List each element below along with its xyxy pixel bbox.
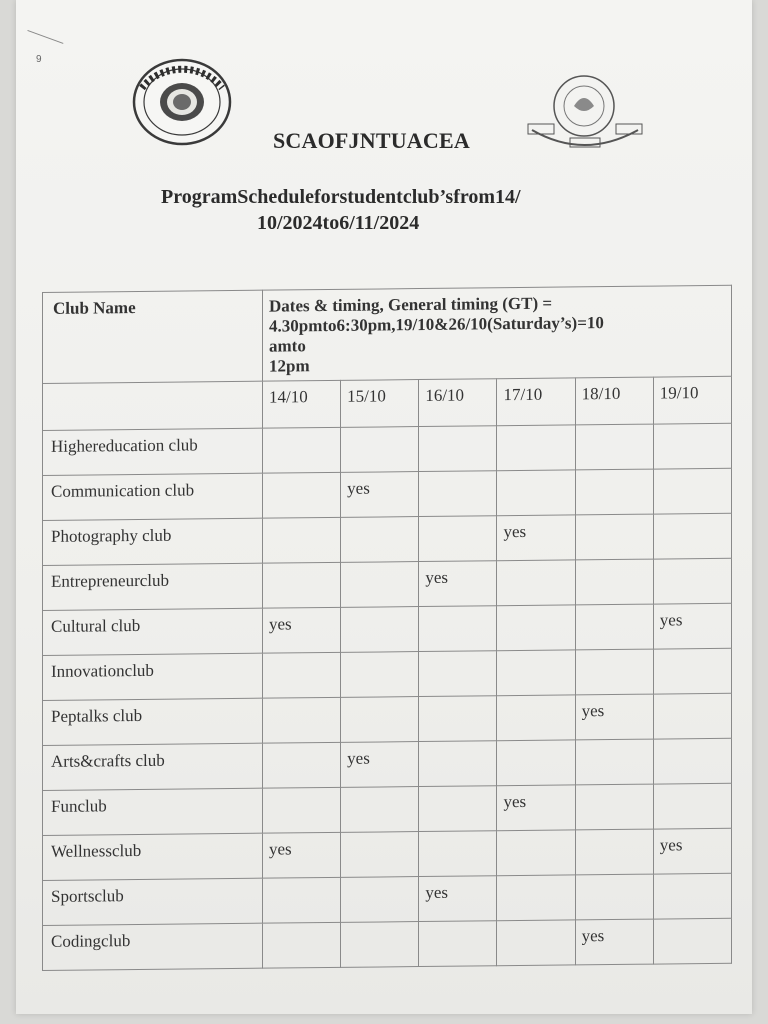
schedule-cell xyxy=(653,648,731,694)
page-mark: 9 xyxy=(36,54,42,65)
schedule-cell xyxy=(575,514,653,560)
schedule-cell xyxy=(341,697,419,743)
schedule-cell xyxy=(653,693,731,739)
dates-row xyxy=(43,376,732,430)
schedule-cell xyxy=(497,425,575,471)
timing-header xyxy=(263,285,732,381)
schedule-cell xyxy=(341,652,419,698)
schedule-cell xyxy=(497,470,575,516)
timing-header-line: Dates & timing, General timing (GT) = xyxy=(269,293,553,316)
table-row xyxy=(43,603,732,655)
schedule-cell xyxy=(341,787,419,833)
club-name-cell: Sportsclub xyxy=(43,878,263,925)
club-name-cell: Arts&crafts club xyxy=(43,743,263,790)
schedule-cell xyxy=(263,517,341,563)
table-row xyxy=(43,648,732,700)
table-row xyxy=(43,558,732,610)
schedule-cell xyxy=(575,469,653,515)
club-rows xyxy=(43,423,732,970)
schedule-cell xyxy=(575,649,653,695)
pen-mark xyxy=(23,30,64,57)
schedule-cell xyxy=(653,558,731,604)
schedule-title-line1: ProgramScheduleforstudentclub’sfrom14/ xyxy=(161,186,521,208)
schedule-cell xyxy=(497,740,575,786)
schedule-cell xyxy=(419,471,497,517)
table-row xyxy=(43,423,732,475)
club-name-cell: Innovationclub xyxy=(43,653,263,700)
date-header: 15/10 xyxy=(341,380,419,428)
schedule-cell: yes xyxy=(419,876,497,922)
date-header: 16/10 xyxy=(419,379,497,427)
schedule-cell xyxy=(653,738,731,784)
schedule-cell: yes xyxy=(653,828,731,874)
club-name-cell: Peptalks club xyxy=(43,698,263,745)
schedule-cell xyxy=(341,607,419,653)
date-header: 14/10 xyxy=(263,380,341,428)
date-header: 18/10 xyxy=(575,377,653,425)
schedule-cell xyxy=(497,875,575,921)
schedule-cell xyxy=(497,920,575,966)
table-row xyxy=(43,828,732,880)
schedule-cell xyxy=(653,918,731,964)
schedule-cell: yes xyxy=(497,785,575,831)
empty-cell xyxy=(43,381,263,430)
schedule-cell xyxy=(263,472,341,518)
schedule-cell xyxy=(341,517,419,563)
timing-header-line: 12pm xyxy=(269,356,310,376)
schedule-cell xyxy=(263,562,341,608)
date-header: 17/10 xyxy=(497,378,575,426)
schedule-cell xyxy=(497,830,575,876)
schedule-cell: yes xyxy=(497,515,575,561)
sca-seal-logo xyxy=(132,58,232,146)
club-name-header: Club Name xyxy=(43,290,263,383)
schedule-cell xyxy=(263,427,341,473)
schedule-cell xyxy=(419,426,497,472)
club-name-cell: Wellnessclub xyxy=(43,833,263,880)
schedule-title-line2: 10/2024to6/11/2024 xyxy=(257,212,420,234)
club-name-cell: Photography club xyxy=(43,518,263,565)
schedule-cell xyxy=(341,562,419,608)
schedule-cell: yes xyxy=(575,694,653,740)
schedule-cell: yes xyxy=(263,832,341,878)
schedule-cell: yes xyxy=(575,919,653,965)
table-row xyxy=(43,513,732,565)
schedule-cell xyxy=(341,832,419,878)
schedule-cell xyxy=(419,696,497,742)
schedule-cell xyxy=(497,560,575,606)
schedule-cell xyxy=(419,921,497,967)
schedule-cell xyxy=(575,739,653,785)
schedule-cell: yes xyxy=(341,742,419,788)
schedule-cell xyxy=(263,877,341,923)
schedule-cell xyxy=(419,651,497,697)
table-header-row xyxy=(43,285,732,383)
club-name-cell: Highereducation club xyxy=(43,428,263,475)
club-name-cell: Codingclub xyxy=(43,923,263,970)
schedule-cell xyxy=(653,513,731,559)
club-name-cell: Communication club xyxy=(43,473,263,520)
schedule-cell xyxy=(263,742,341,788)
table-row xyxy=(43,873,732,925)
schedule-cell xyxy=(341,922,419,968)
schedule-cell: yes xyxy=(653,603,731,649)
schedule-cell: yes xyxy=(341,472,419,518)
schedule-title xyxy=(116,184,656,236)
schedule-cell xyxy=(341,427,419,473)
schedule-cell xyxy=(419,516,497,562)
club-name-cell: Entrepreneurclub xyxy=(43,563,263,610)
schedule-cell xyxy=(419,786,497,832)
schedule-cell xyxy=(497,650,575,696)
schedule-cell: yes xyxy=(263,607,341,653)
schedule-cell xyxy=(263,922,341,968)
schedule-cell xyxy=(575,784,653,830)
club-name-cell: Funclub xyxy=(43,788,263,835)
date-header: 19/10 xyxy=(653,376,731,424)
timing-header-line: 4.30pmto6:30pm,19/10&26/10(Saturday’s)=10 xyxy=(269,313,604,336)
schedule-cell xyxy=(653,423,731,469)
schedule-cell xyxy=(419,741,497,787)
table-row xyxy=(43,468,732,520)
schedule-cell xyxy=(653,873,731,919)
college-emblem-logo xyxy=(526,70,644,156)
schedule-cell xyxy=(263,652,341,698)
club-name-cell: Cultural club xyxy=(43,608,263,655)
schedule-cell xyxy=(341,877,419,923)
schedule-cell xyxy=(653,783,731,829)
schedule-cell xyxy=(575,424,653,470)
schedule-table xyxy=(42,285,732,971)
schedule-cell xyxy=(419,831,497,877)
table-row xyxy=(43,783,732,835)
schedule-cell xyxy=(575,604,653,650)
schedule-cell xyxy=(653,468,731,514)
organization-title: SCAOFJNTUACEA xyxy=(273,128,470,153)
schedule-cell xyxy=(575,559,653,605)
timing-header-line: amto xyxy=(269,336,306,356)
document-page xyxy=(16,0,752,1014)
schedule-cell xyxy=(263,697,341,743)
schedule-cell xyxy=(419,606,497,652)
schedule-cell xyxy=(497,605,575,651)
schedule-cell: yes xyxy=(419,561,497,607)
schedule-cell xyxy=(263,787,341,833)
table-row xyxy=(43,693,732,745)
schedule-cell xyxy=(575,829,653,875)
table-row xyxy=(43,738,732,790)
schedule-cell xyxy=(497,695,575,741)
schedule-cell xyxy=(575,874,653,920)
table-row xyxy=(43,918,732,970)
